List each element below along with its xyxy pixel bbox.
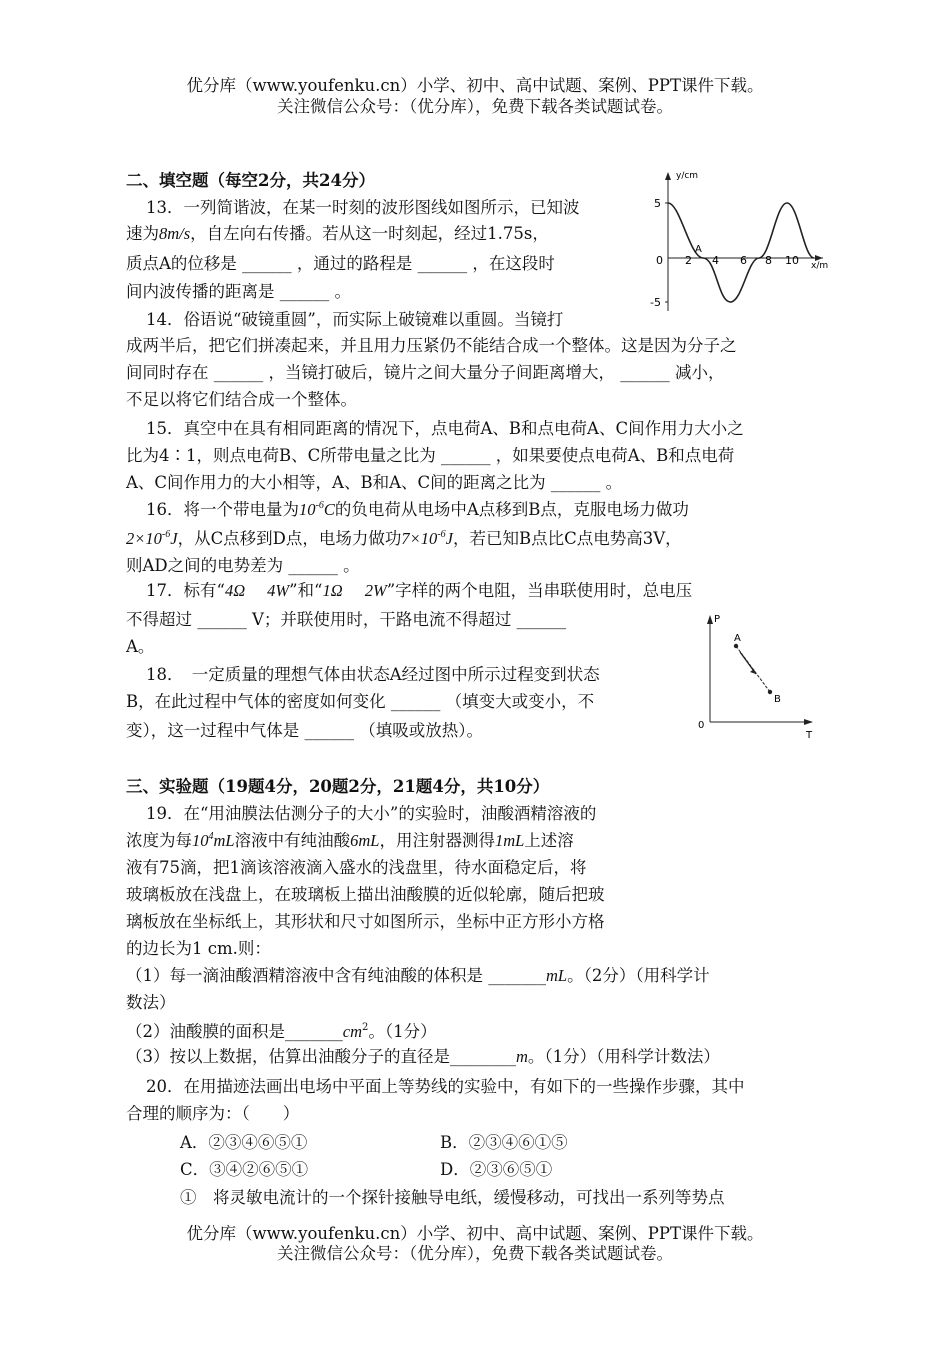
q19-line-1: 19．在“用油膜法估测分子的大小”的实验时，油酸酒精溶液的 [146,804,597,823]
q19-vol-exp: 4 [208,831,214,842]
q20-step-1: ① 将灵敏电流计的一个探针接触导电纸，缓慢移动，可找出一系列等势点 [180,1188,725,1207]
q19-sub-1-text: 。（2分）（用科学计 [567,966,710,985]
pt-graph [694,610,824,742]
wave-y-label: y/cm [676,171,699,181]
q20-option-c: C．③④②⑥⑤① [180,1160,309,1179]
q16-text: 16．将一个带电量为 [146,500,299,519]
q20-option-a: A．②③④⑥⑤① [180,1133,308,1152]
q16-charge-unit: C [323,500,335,519]
q16-work-2 [401,529,453,548]
q19-sub-1 [126,965,710,987]
q14-line-2: 成两半后，把它们拼凑起来，并且用力压紧仍不能结合成一个整体。这是因为分子之 [126,336,737,355]
q16-text: ，若已知B点比C点电势高3V， [452,529,682,548]
q19-one: 1mL [494,831,525,850]
q17-text: ”字样的两个电阻，当串联使用时，总电压 [386,581,693,600]
q16-w1-unit: J [170,529,178,548]
q20-line-2: 合理的顺序为：（ ） [126,1104,300,1123]
q13-line-1: 13．一列简谐波，在某一时刻的波形图线如图所示，已知波 [146,198,580,217]
q15-line-2: 比为4∶1，则点电荷B、C所带电量之比为 ______ ，如果要使点电荷A、B和点电荷 [126,446,735,465]
q17-line-3: A。 [126,637,155,656]
q18-line-1: 18． 一定质量的理想气体由状态A经过图中所示过程变到状态 [146,665,600,684]
q19-oil: 6mL [350,831,380,850]
q19-volume [192,831,235,850]
q13-text: ，自左向右传播。若从这一时刻起，经过1.75s， [190,224,549,243]
q19-line-6: 的边长为1 cm.则： [126,939,271,958]
q19-sub-3-unit: m [516,1047,528,1066]
q16-w1-exp: -6 [161,529,171,540]
q17-r2-ohm: 1Ω [322,581,343,600]
q19-sub-1-unit: mL [546,966,568,985]
q17-text: 17．标有“ [146,581,225,600]
q16-line-3: 则AD之间的电势差为 ______ 。 [126,556,360,575]
q17-r1-watt: 4W [267,581,290,600]
q19-vol-unit: mL [213,831,235,850]
wave-xtick-2: 2 [685,254,692,267]
wave-xtick-8: 8 [765,254,772,267]
q17-text: ”和“ [289,581,323,600]
pt-origin: 0 [698,720,705,731]
q20-option-b: B．②③④⑥①⑤ [440,1133,568,1152]
q20-line-1: 20．在用描迹法画出电场中平面上等势线的实验中，有如下的一些操作步骤，其中 [146,1077,745,1096]
q16-line-1 [146,499,689,521]
q19-text: ，用注射器测得 [379,831,495,850]
q13-line-4: 间内波传播的距离是 ______ 。 [126,282,351,301]
q16-text: 的负电荷从电场中A点移到B点，克服电场力做功 [334,500,689,519]
q16-text: ，从C点移到D点，电场力做功 [177,529,402,548]
q19-sub-2-exp: 2 [362,1022,369,1033]
q16-w1-mant: 2×10 [126,529,162,548]
q16-charge-base: 10 [299,500,316,519]
q14-line-3: 间同时存在 ______ ，当镜打破后，镜片之间大量分子间距离增大， ______ 减小， [126,363,725,382]
q17-line-2: 不得超过 ______ V；并联使用时，干路电流不得超过 ______ [126,610,567,629]
header-line-1: 优分库（www.youfenku.cn）小学、初中、高中试题、案例、PPT课件下载。 [186,76,764,95]
q18-line-2: B，在此过程中气体的密度如何变化 ______ （填变大或变小，不 [126,692,595,711]
q13-speed: 8m/s [159,224,191,243]
wave-point-a: A [695,244,702,255]
q19-sub-1-text: （1）每一滴油酸酒精溶液中含有纯油酸的体积是 _______ [126,966,546,985]
q19-sub-3-text: （3）按以上数据，估算出油酸分子的直径是________ [126,1047,516,1066]
q16-w2-mant: 7×10 [401,529,438,548]
wave-xtick-0: 0 [656,254,663,267]
wave-graph [648,166,830,316]
q13-text: 速为 [126,224,159,243]
q16-w2-exp: -6 [437,529,446,540]
q19-sub-2-text: 。（1分） [368,1022,437,1041]
section-3-title: 三、实验题（19题4分，20题2分，21题4分，共10分） [126,777,550,796]
q14-line-1: 14．俗语说“破镜重圆”，而实际上破镜难以重圆。当镜打 [146,310,564,329]
q19-sub-3 [126,1046,720,1068]
q13-line-2 [126,223,549,245]
q19-line-3: 液有75滴，把1滴该溶液滴入盛水的浅盘里，待水面稳定后，将 [126,858,587,877]
q19-sub-2-unit: cm [342,1022,362,1041]
q19-vol-base: 10 [192,831,209,850]
q16-line-2 [126,528,682,550]
q17-r1-ohm: 4Ω [224,581,246,600]
q16-work-1 [126,529,178,548]
q19-sub-2-text: （2）油酸膜的面积是_______ [126,1022,343,1041]
footer-line-1: 优分库（www.youfenku.cn）小学、初中、高中试题、案例、PPT课件下载。 [186,1224,764,1243]
q19-sub-3-text: 。（1分）（用科学计数法） [527,1047,720,1066]
wave-ytick-5: 5 [654,197,661,210]
q18-line-3: 变），这一过程中气体是 ______ （填吸或放热）。 [126,721,483,740]
wave-xtick-4: 4 [712,254,719,267]
pt-point-b: B [774,694,781,705]
q15-line-1: 15．真空中在具有相同距离的情况下，点电荷A、B和点电荷A、C间作用力大小之 [146,419,744,438]
q19-line-4: 玻璃板放在浅盘上，在玻璃板上描出油酸膜的近似轮廓，随后把玻 [126,885,605,904]
q19-line-2 [126,830,574,852]
q17-r2-watt: 2W [364,581,387,600]
wave-xtick-6: 6 [740,254,747,267]
q20-option-d: D．②③⑥⑤① [440,1160,553,1179]
q16-w2-unit: J [445,529,453,548]
footer-line-2: 关注微信公众号：（优分库），免费下载各类试题试卷。 [277,1244,673,1263]
q19-text: 上述溶 [524,831,574,850]
q15-line-3: A、C间作用力的大小相等，A、B和A、C间的距离之比为 ______ 。 [126,473,623,492]
q16-charge [299,500,335,519]
q19-text: 浓度为每 [126,831,192,850]
wave-x-label: x/m [811,261,829,271]
section-2-title: 二、填空题（每空2分，共24分） [126,171,375,190]
pt-y-label: P [714,614,721,625]
q19-line-5: 璃板放在坐标纸上，其形状和尺寸如图所示，坐标中正方形小方格 [126,912,605,931]
wave-ytick-neg5: -5 [650,296,661,309]
header-line-2: 关注微信公众号：（优分库），免费下载各类试题试卷。 [277,97,673,116]
q14-line-4: 不足以将它们结合成一个整体。 [126,390,357,409]
q17-line-1 [146,580,692,602]
q13-line-3: 质点A的位移是 ______ ，通过的路程是 ______ ，在这段时 [126,254,555,273]
q19-sub-2 [126,1021,437,1043]
pt-x-label: T [806,730,813,741]
q19-text: 溶液中有纯油酸 [234,831,351,850]
q19-sub-1-cont: 数法） [126,993,176,1012]
pt-point-a: A [734,633,741,644]
q16-charge-exp: -6 [315,500,324,511]
wave-xtick-10: 10 [785,254,799,267]
